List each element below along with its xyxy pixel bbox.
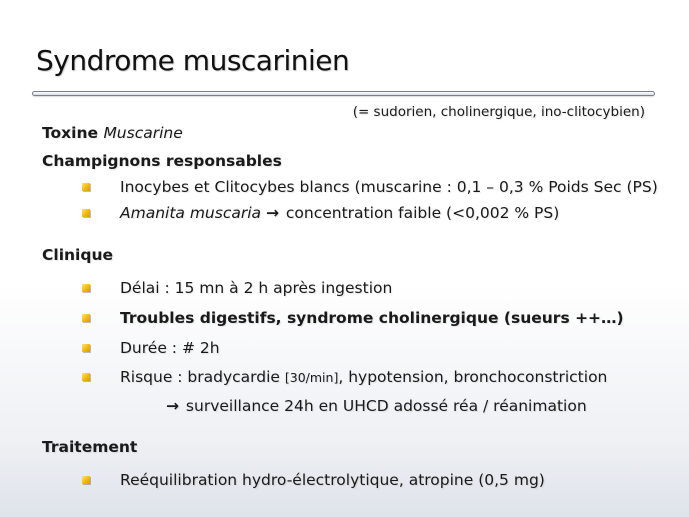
traitement-item-1-text: Reéquilibration hydro-électrolytique, atropine (0,5 mg)	[120, 471, 545, 489]
risque-bracket: [30/min]	[284, 370, 339, 385]
arrow-right-icon: →	[265, 204, 279, 222]
surveillance-text: surveillance 24h en UHCD adossé réa / réanimation	[181, 397, 587, 415]
risque-prefix: Risque : bradycardie	[120, 368, 285, 386]
toxine-value: Muscarine	[103, 124, 183, 142]
title-divider	[32, 91, 655, 96]
toxine-line	[42, 124, 183, 142]
slide-subtitle: (= sudorien, cholinergique, ino-clitocybien)	[352, 104, 645, 120]
arrow-right-icon: →	[166, 397, 179, 415]
duree-text: Durée : # 2h	[120, 339, 220, 357]
clinique-heading: Clinique	[42, 246, 113, 264]
champignons-item-1-text: Inocybes et Clitocybes blancs (muscarine : 0,1 – 0,3 % Poids Sec (PS)	[120, 178, 658, 196]
traitement-heading: Traitement	[42, 438, 138, 456]
delai-text: Délai : 15 mn à 2 h après ingestion	[120, 279, 393, 297]
risque-text	[120, 368, 607, 386]
bullet-square-icon	[82, 183, 90, 191]
champignons-heading: Champignons responsables	[42, 152, 282, 170]
slide-title: Syndrome muscarinien	[36, 44, 350, 77]
champignons-item-2-text	[120, 204, 559, 222]
bullet-square-icon	[82, 314, 90, 322]
bullet-square-icon	[82, 209, 90, 217]
troubles-text: Troubles digestifs, syndrome cholinergique (sueurs ++…)	[120, 309, 624, 327]
amanita-detail: concentration faible (<0,002 % PS)	[280, 204, 560, 222]
bullet-square-icon	[82, 284, 90, 292]
toxine-label: Toxine	[42, 124, 99, 142]
bullet-square-icon	[82, 344, 90, 352]
bullet-square-icon	[82, 373, 90, 381]
risque-suffix: , hypotension, bronchoconstriction	[338, 368, 608, 386]
surveillance-line	[166, 397, 587, 415]
amanita-name: Amanita muscaria	[120, 204, 262, 222]
bullet-square-icon	[82, 476, 90, 484]
